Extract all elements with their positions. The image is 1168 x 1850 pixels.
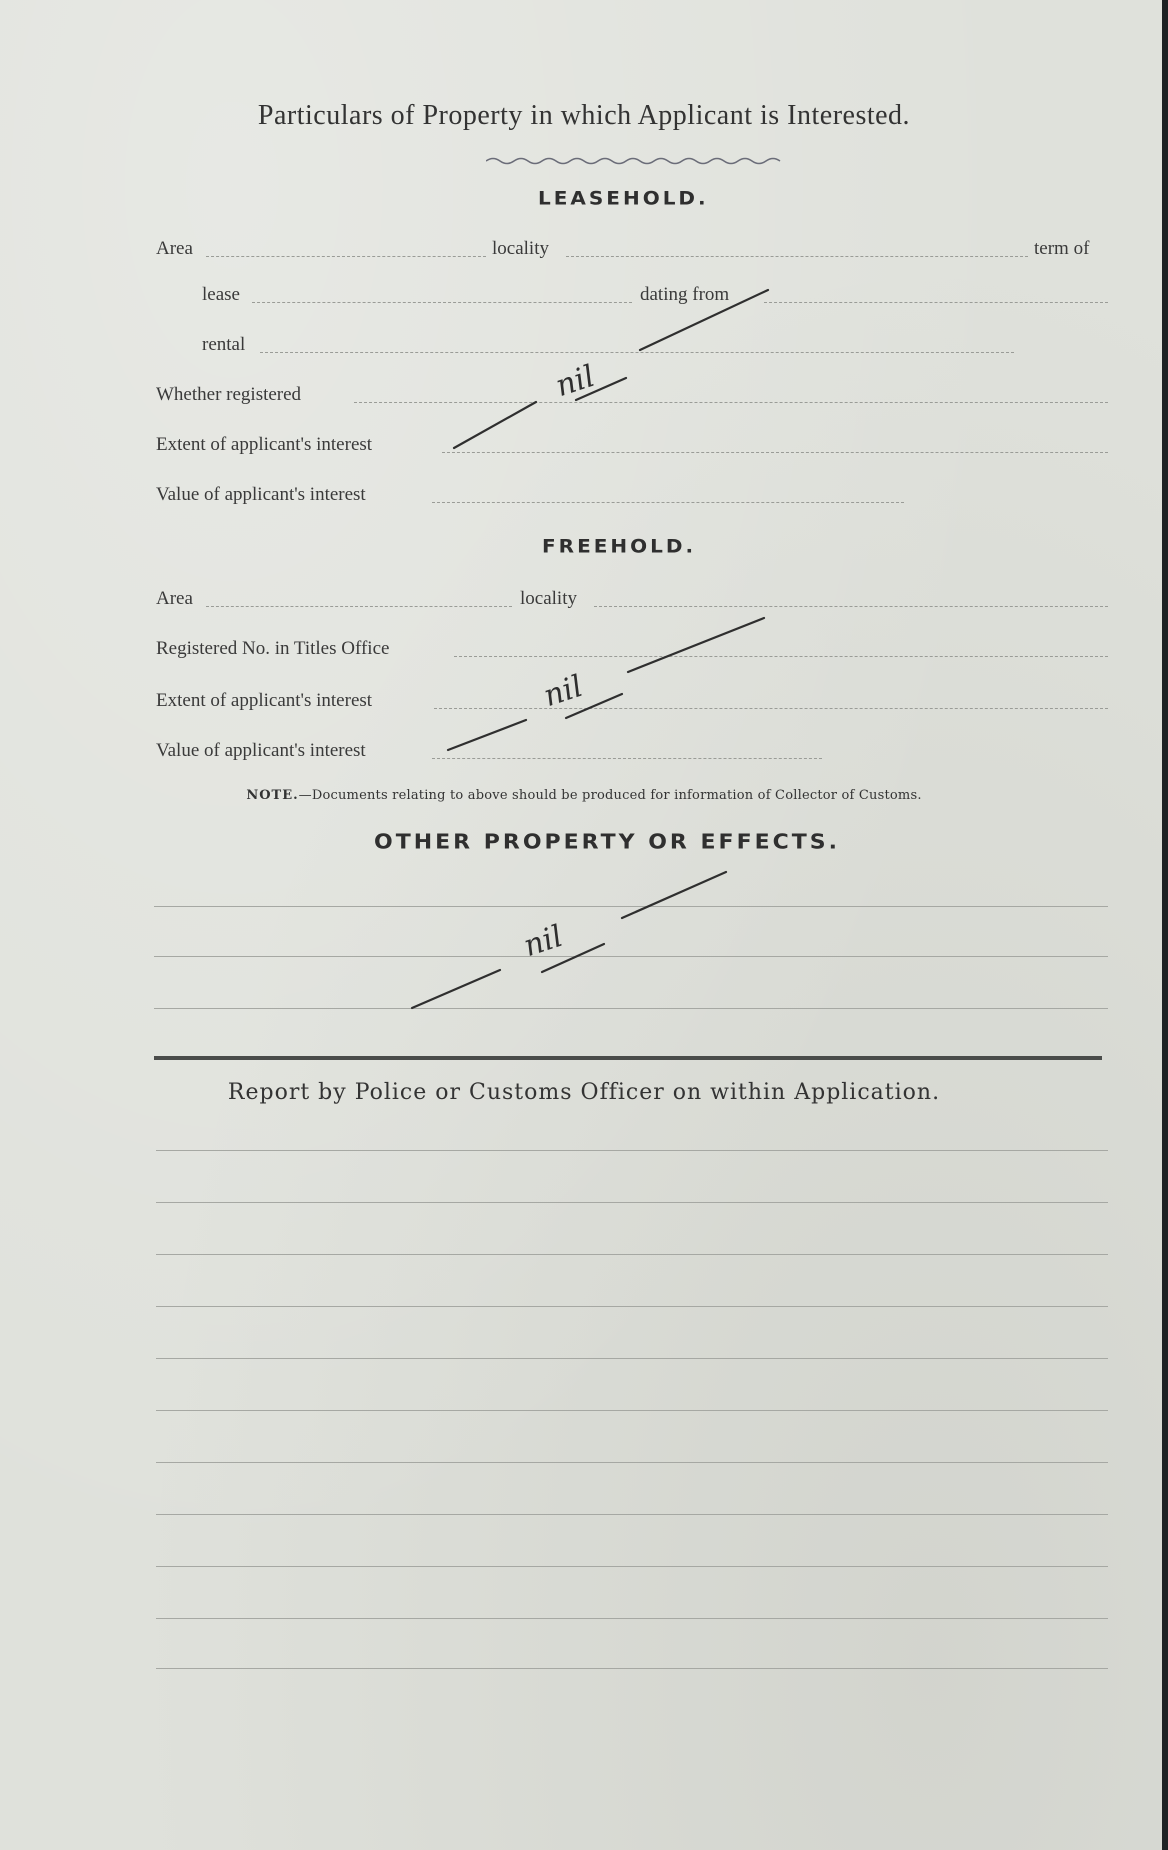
leasehold-dating-label: dating from bbox=[640, 284, 730, 305]
leasehold-heading: LEASEHOLD. bbox=[538, 186, 709, 210]
freehold-value-label: Value of applicant's interest bbox=[156, 740, 366, 761]
other-property-line-3[interactable] bbox=[154, 1008, 1108, 1009]
report-line-1[interactable] bbox=[156, 1150, 1108, 1151]
report-line-10[interactable] bbox=[156, 1618, 1108, 1619]
leasehold-lease-label: lease bbox=[202, 284, 240, 305]
note-text: —Documents relating to above should be produced for information of Collector of Customs. bbox=[298, 788, 922, 803]
note-head: NOTE. bbox=[246, 788, 299, 803]
freehold-extent-field[interactable] bbox=[434, 708, 1108, 709]
freehold-registered-no-field[interactable] bbox=[454, 656, 1108, 657]
other-property-heading: OTHER PROPERTY OR EFFECTS. bbox=[374, 831, 840, 854]
other-property-line-1[interactable] bbox=[154, 906, 1108, 907]
freehold-area-field[interactable] bbox=[206, 606, 512, 607]
report-line-3[interactable] bbox=[156, 1254, 1108, 1255]
freehold-area-label: Area bbox=[156, 588, 193, 609]
leasehold-rental-label: rental bbox=[202, 334, 246, 355]
leasehold-locality-label: locality bbox=[492, 238, 549, 259]
freehold-locality-label: locality bbox=[520, 588, 577, 609]
leasehold-lease-field[interactable] bbox=[252, 302, 632, 303]
other-property-line-2[interactable] bbox=[154, 956, 1108, 957]
report-line-6[interactable] bbox=[156, 1410, 1108, 1411]
leasehold-locality-field[interactable] bbox=[566, 256, 1028, 257]
report-line-2[interactable] bbox=[156, 1202, 1108, 1203]
leasehold-handwritten-nil: nil bbox=[551, 358, 599, 405]
leasehold-area-label: Area bbox=[156, 238, 193, 259]
report-line-9[interactable] bbox=[156, 1566, 1108, 1567]
freehold-handwritten-nil: nil bbox=[539, 668, 587, 715]
report-line-11[interactable] bbox=[156, 1668, 1108, 1669]
freehold-heading: FREEHOLD. bbox=[542, 534, 697, 558]
leasehold-value-field[interactable] bbox=[432, 502, 904, 503]
documents-note bbox=[0, 788, 1168, 803]
leasehold-extent-label: Extent of applicant's interest bbox=[156, 434, 373, 455]
leasehold-registered-field[interactable] bbox=[354, 402, 1108, 403]
leasehold-term-label: term of bbox=[1034, 238, 1090, 259]
freehold-locality-field[interactable] bbox=[594, 606, 1108, 607]
report-line-8[interactable] bbox=[156, 1514, 1108, 1515]
other-handwritten-nil: nil bbox=[519, 918, 567, 965]
freehold-extent-label: Extent of applicant's interest bbox=[156, 690, 373, 711]
report-line-4[interactable] bbox=[156, 1306, 1108, 1307]
leasehold-value-label: Value of applicant's interest bbox=[156, 484, 366, 505]
leasehold-area-field[interactable] bbox=[206, 256, 486, 257]
section-divider bbox=[154, 1056, 1102, 1060]
leasehold-dating-field[interactable] bbox=[764, 302, 1108, 303]
report-line-5[interactable] bbox=[156, 1358, 1108, 1359]
leasehold-registered-label: Whether registered bbox=[156, 384, 302, 405]
leasehold-rental-field[interactable] bbox=[260, 352, 1014, 353]
leasehold-extent-field[interactable] bbox=[442, 452, 1108, 453]
report-title: Report by Police or Customs Officer on within Application. bbox=[227, 1080, 941, 1105]
freehold-registered-no-label: Registered No. in Titles Office bbox=[156, 638, 390, 659]
freehold-value-field[interactable] bbox=[432, 758, 822, 759]
decorative-wave-rule bbox=[486, 156, 786, 166]
report-line-7[interactable] bbox=[156, 1462, 1108, 1463]
page-edge bbox=[1162, 0, 1168, 1850]
page-title: Particulars of Property in which Applicant is Interested. bbox=[257, 100, 911, 131]
